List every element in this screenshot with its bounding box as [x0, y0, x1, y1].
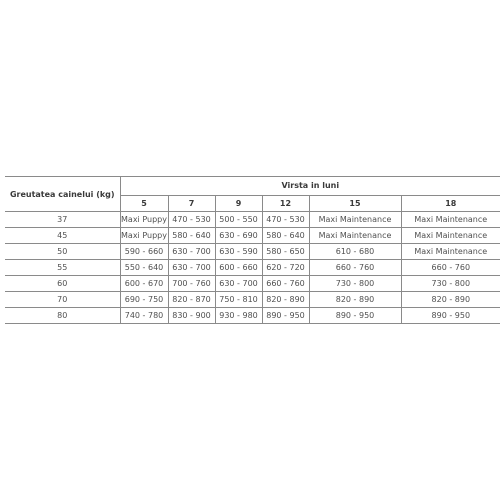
month-header: 18 [401, 195, 500, 211]
portion-cell: 580 - 640 [168, 228, 215, 244]
portion-cell: 730 - 800 [401, 276, 500, 292]
table-row [5, 276, 500, 292]
table-row [5, 228, 500, 244]
weight-cell: 45 [5, 228, 120, 244]
portion-cell: 890 - 950 [401, 308, 500, 324]
portion-cell: 630 - 690 [215, 228, 262, 244]
portion-cell: 660 - 760 [401, 260, 500, 276]
table-row [5, 308, 500, 324]
portion-cell: Maxi Puppy [120, 228, 168, 244]
portion-cell: 820 - 890 [262, 292, 309, 308]
portion-cell: 630 - 700 [168, 244, 215, 260]
portion-cell: Maxi Maintenance [309, 212, 401, 228]
month-header: 15 [309, 195, 401, 211]
portion-cell: 620 - 720 [262, 260, 309, 276]
portion-cell: Maxi Puppy [120, 212, 168, 228]
weight-cell: 37 [5, 212, 120, 228]
portion-cell: 820 - 890 [401, 292, 500, 308]
weight-column-header: Greutatea cainelui (kg) [5, 177, 120, 212]
portion-cell: Maxi Maintenance [401, 244, 500, 260]
portion-cell: 930 - 980 [215, 308, 262, 324]
age-group-header: Virsta in luni [120, 177, 500, 196]
table-row [5, 212, 500, 228]
month-header: 9 [215, 195, 262, 211]
weight-cell: 80 [5, 308, 120, 324]
month-header: 5 [120, 195, 168, 211]
weight-cell: 55 [5, 260, 120, 276]
weight-cell: 60 [5, 276, 120, 292]
feeding-table [5, 176, 500, 324]
table-body [5, 212, 500, 324]
portion-cell: 690 - 750 [120, 292, 168, 308]
portion-cell: 820 - 890 [309, 292, 401, 308]
feeding-table-container [5, 176, 500, 324]
table-row [5, 244, 500, 260]
portion-cell: 600 - 670 [120, 276, 168, 292]
portion-cell: Maxi Maintenance [309, 228, 401, 244]
portion-cell: 590 - 660 [120, 244, 168, 260]
portion-cell: 630 - 700 [215, 276, 262, 292]
portion-cell: 630 - 590 [215, 244, 262, 260]
portion-cell: 550 - 640 [120, 260, 168, 276]
portion-cell: 890 - 950 [262, 308, 309, 324]
portion-cell: 830 - 900 [168, 308, 215, 324]
month-header: 12 [262, 195, 309, 211]
portion-cell: Maxi Maintenance [401, 228, 500, 244]
portion-cell: 580 - 640 [262, 228, 309, 244]
portion-cell: 750 - 810 [215, 292, 262, 308]
portion-cell: 600 - 660 [215, 260, 262, 276]
portion-cell: 630 - 700 [168, 260, 215, 276]
portion-cell: 890 - 950 [309, 308, 401, 324]
month-header: 7 [168, 195, 215, 211]
portion-cell: 470 - 530 [168, 212, 215, 228]
portion-cell: 740 - 780 [120, 308, 168, 324]
weight-cell: 50 [5, 244, 120, 260]
portion-cell: 610 - 680 [309, 244, 401, 260]
portion-cell: 660 - 760 [262, 276, 309, 292]
portion-cell: 470 - 530 [262, 212, 309, 228]
portion-cell: 700 - 760 [168, 276, 215, 292]
table-row [5, 260, 500, 276]
portion-cell: Maxi Maintenance [401, 212, 500, 228]
portion-cell: 730 - 800 [309, 276, 401, 292]
portion-cell: 820 - 870 [168, 292, 215, 308]
portion-cell: 660 - 760 [309, 260, 401, 276]
portion-cell: 580 - 650 [262, 244, 309, 260]
portion-cell: 500 - 550 [215, 212, 262, 228]
table-row [5, 292, 500, 308]
weight-cell: 70 [5, 292, 120, 308]
